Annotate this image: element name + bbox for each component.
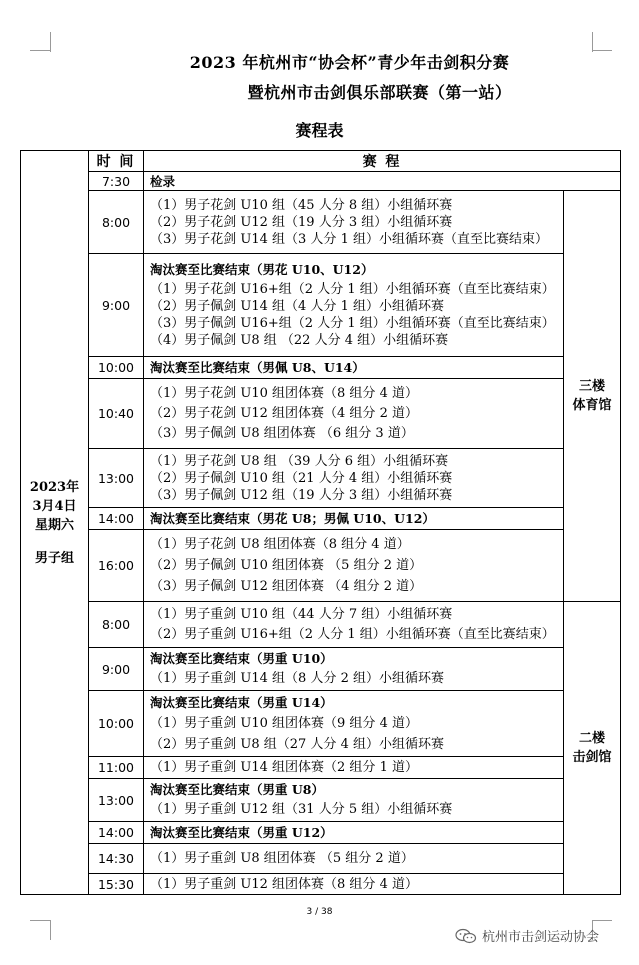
table-row [21,602,621,648]
row-events [144,254,564,357]
crop-mark [50,32,51,52]
date-cell [21,151,89,895]
table-row [21,779,621,822]
row-time: 9:00 [89,254,144,357]
header-time: 时 间 [89,151,144,172]
table-row [21,191,621,254]
event-line: （2）男子花剑 U12 组团体赛（4 组分 2 道） [150,405,418,421]
row-time: 13:00 [89,779,144,822]
event-line: （1）男子重剑 U14 组（8 人分 2 组）小组循环赛 [150,671,444,686]
event-line: 淘汰赛至比赛结束（男花 U10、U12） [150,262,374,277]
event-line: （3）男子花剑 U14 组（3 人分 1 组）小组循环赛（直至比赛结束） [150,231,548,247]
header-schedule: 赛 程 [144,151,621,172]
row-time: 16:00 [89,530,144,602]
event-line: （1）男子重剑 U12 组（31 人分 5 组）小组循环赛 [150,802,453,817]
row-time: 10:00 [89,357,144,379]
date-year: 2023年 [29,479,80,495]
row-time: 10:40 [89,379,144,449]
row-time: 15:30 [89,874,144,895]
event-line: （1）男子花剑 U8 组团体赛（8 组分 4 道） [150,537,410,552]
row-events [144,172,621,191]
row-events [144,530,564,602]
venue-line: 体育馆 [572,398,612,413]
event-line: （2）男子重剑 U16+组（2 人分 1 组）小组循环赛（直至比赛结束） [150,626,555,642]
crop-mark [592,920,612,921]
table-row [21,172,621,191]
event-line: 淘汰赛至比赛结束（男佩 U8、U14） [150,360,365,375]
venue-line: 三楼 [578,379,605,394]
venue-cell-2f [564,602,621,895]
doc-title-line2: 暨杭州市击剑俱乐部联赛（第一站） [247,83,512,102]
event-line: （3）男子佩剑 U8 组团体赛 （6 组分 3 道） [150,425,414,441]
row-time: 9:00 [89,648,144,691]
table-row [21,449,621,508]
date-group: 男子组 [34,550,74,566]
page-number: 3 / 38 [306,907,333,917]
row-time: 7:30 [89,172,144,191]
table-row [21,379,621,449]
row-events [144,449,564,508]
event-line: 淘汰赛至比赛结束（男重 U8） [150,782,324,797]
event-line: （1）男子花剑 U10 组（45 人分 8 组）小组循环赛 [150,197,453,213]
event-line: （1）男子重剑 U8 组团体赛 （5 组分 2 道） [150,851,414,866]
doc-title-line1: 2023 年杭州市“协会杯”青少年击剑积分赛 [189,53,510,72]
event-line: （2）男子佩剑 U10 组（21 人分 4 组）小组循环赛 [150,470,453,486]
venue-line: 击剑馆 [572,750,612,765]
event-line: （3）男子佩剑 U16+组（2 人分 1 组）小组循环赛（直至比赛结束） [150,316,555,331]
table-row [21,357,621,379]
crop-mark [50,920,51,940]
watermark-text: 杭州市击剑运动协会 [482,930,600,945]
table-row [21,874,621,895]
event-line: （1）男子重剑 U10 组团体赛（9 组分 4 道） [150,716,418,731]
venue-cell-3f [564,191,621,602]
event-line: （1）男子花剑 U8 组 （39 人分 6 组）小组循环赛 [150,453,449,469]
event-line: 淘汰赛至比赛结束（男重 U10） [150,651,333,666]
event-line: 淘汰赛至比赛结束（男花 U8；男佩 U10、U12） [150,511,435,526]
event-line: （3）男子佩剑 U12 组（19 人分 3 组）小组循环赛 [150,487,453,503]
date-weekday: 星期六 [34,517,74,533]
row-events [144,874,564,895]
crop-mark [30,920,50,921]
event-line: （2）男子佩剑 U10 组团体赛 （5 组分 2 道） [150,558,423,573]
event-line: （2）男子花剑 U12 组（19 人分 3 组）小组循环赛 [150,214,453,230]
event-line: （2）男子佩剑 U14 组（4 人分 1 组）小组循环赛 [150,299,444,314]
row-time: 14:00 [89,508,144,530]
event-line: （2）男子重剑 U8 组（27 人分 4 组）小组循环赛 [150,737,444,752]
row-events [144,757,564,779]
row-time: 14:00 [89,822,144,844]
row-time: 11:00 [89,757,144,779]
doc-title-schedule: 赛程表 [295,121,344,140]
table-row [21,757,621,779]
row-events [144,822,564,844]
event-line: （3）男子佩剑 U12 组团体赛 （4 组分 2 道） [150,579,423,594]
row-events [144,779,564,822]
event-line: （1）男子重剑 U14 组团体赛（2 组分 1 道） [150,760,418,775]
crop-mark [592,32,593,52]
table-row [21,530,621,602]
event-line: （4）男子佩剑 U8 组 （22 人分 4 组）小组循环赛 [150,333,449,348]
schedule-table [20,150,621,895]
row-events [144,191,564,254]
date-day: 3月4日 [32,498,77,514]
row-events [144,691,564,757]
table-header-row [21,151,621,172]
event-line: 淘汰赛至比赛结束（男重 U12） [150,825,333,840]
event-line: （1）男子花剑 U10 组团体赛（8 组分 4 道） [150,385,418,401]
row-events [144,357,564,379]
row-time: 14:30 [89,844,144,874]
event-line: 淘汰赛至比赛结束（男重 U14） [150,695,333,710]
wechat-icon [455,928,477,944]
row-events [144,379,564,449]
event-line: （1）男子花剑 U16+组（2 人分 1 组）小组循环赛（直至比赛结束） [150,282,555,297]
table-row [21,844,621,874]
row-time: 8:00 [89,602,144,648]
table-row [21,648,621,691]
table-row [21,254,621,357]
event-line: （1）男子重剑 U10 组（44 人分 7 组）小组循环赛 [150,606,453,622]
table-row [21,508,621,530]
row-time: 8:00 [89,191,144,254]
row-time: 13:00 [89,449,144,508]
row-events [144,844,564,874]
row-events [144,648,564,691]
row-events [144,508,564,530]
row-time: 10:00 [89,691,144,757]
table-row [21,691,621,757]
watermark [455,926,599,945]
event-line: 检录 [150,173,176,189]
table-row [21,822,621,844]
row-events [144,602,564,648]
event-line: （1）男子重剑 U12 组团体赛（8 组分 4 道） [150,876,418,892]
venue-line: 二楼 [578,731,605,746]
